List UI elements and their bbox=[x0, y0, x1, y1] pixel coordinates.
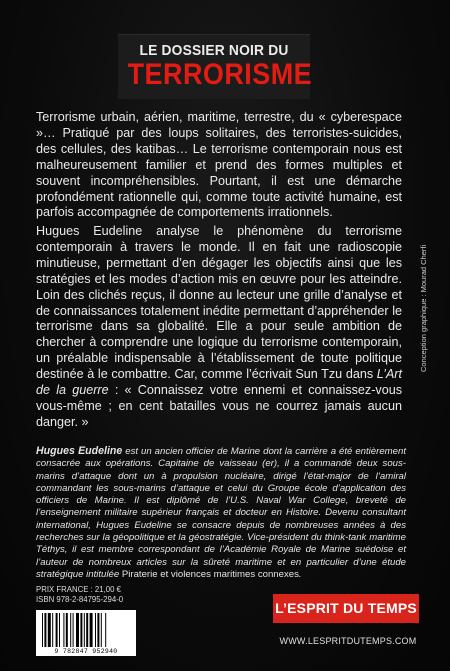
title-line-2: TERRORISME bbox=[127, 58, 313, 91]
publisher-website: WWW.LESPRITDUTEMPS.COM bbox=[279, 636, 417, 646]
price-label: PRIX FRANCE : 21,00 € bbox=[36, 585, 121, 594]
barcode-bars bbox=[42, 613, 130, 647]
design-credit: Conception graphique : Mourad Cherfi bbox=[419, 244, 428, 372]
summary-paragraph-1: Terrorisme urbain, aérien, maritime, terrestre, du « cyberespace »… Pratiqué par des loups solitaires, des terroristes-suicides, des cellules, des katibas… Le terrorisme contemporain nous est malheureusement familier et prend des formes multiples et souvent incompréhensibles. Pourtant, il est une démarche profondément rationnelle qui, comme toute activité humaine, est parfois accompagnée de comportements irrationnels. bbox=[36, 110, 402, 220]
author-name: Hugues Eudeline bbox=[36, 445, 123, 457]
bio-text-1: est un ancien officier de Marine dont la carrière a été entièrement consacrée aux opérations. Capitaine de vaisseau (er), il a commandé deux sous-marins d’attaque dont un à propulsion nucléaire, dirigé l’état-major de l’amiral commandant les sous-marins d’attaque et celui du Groupe école d’application des officiers de Marine. Il est diplômé de l’ bbox=[36, 446, 406, 507]
paragraph-2-quote: : « Connaissez votre ennemi et connaissez-vous vous-même ; en cent batailles vous ne courrez jamais aucun danger. » bbox=[36, 383, 403, 429]
isbn-label: ISBN 978-2-84795-294-0 bbox=[36, 595, 124, 604]
title-line-1: LE DOSSIER NOIR DU bbox=[139, 42, 289, 59]
book-title-art-de-la-guerre: L’Art de la guerre bbox=[36, 367, 402, 398]
bio-study-title: Piraterie et violences maritimes connexes bbox=[121, 568, 299, 580]
publisher-logo-text: L’ESPRIT DU TEMPS bbox=[275, 600, 417, 616]
barcode bbox=[36, 610, 136, 656]
summary-paragraph-2 bbox=[36, 224, 402, 431]
price-block bbox=[36, 585, 123, 605]
bio-text-3: . bbox=[298, 568, 302, 580]
paragraph-2-main: Hugues Eudeline analyse le phénomène du terrorisme contemporain à travers le monde. Il en fait une radioscopie minutieuse, permettant d’en dégager les objectifs ainsi que les stratégies et les modes d’action mis en œuvre pour les atteindre. Loin des clichés reçus, il donne au lecteur une grille d’analyse et de connaissances totalement inédite permettant d’appréhender le terrorisme dans sa globalité. Elle a pour seule ambition de chercher à comprendre une logique du terrorisme contemporain, un préalable indispensable à l’établissement de toute politique destinée à le combattre. Car, comme l’écrivait Sun Tzu dans bbox=[36, 224, 402, 382]
bio-text-2: , breveté de l’enseignement militaire supérieur français et docteur en Histoire. Devenu consultant international, Hugues Eudeline se consacre depuis de nombreuses années à des recherches sur la géopolitique et la géostratégie. Vice-président du think-tank maritime Téthys, il est membre correspondant de l’Académie Royale de Marine suédoise et l’auteur de nombreux articles sur la sûreté maritime et en particulier d’une étude stratégique intitulée bbox=[36, 495, 407, 580]
barcode-number: 9 782847 952940 bbox=[54, 648, 118, 655]
author-bio bbox=[36, 445, 406, 581]
bio-college: U.S. Naval War College bbox=[230, 495, 346, 507]
publisher-logo bbox=[273, 594, 419, 623]
